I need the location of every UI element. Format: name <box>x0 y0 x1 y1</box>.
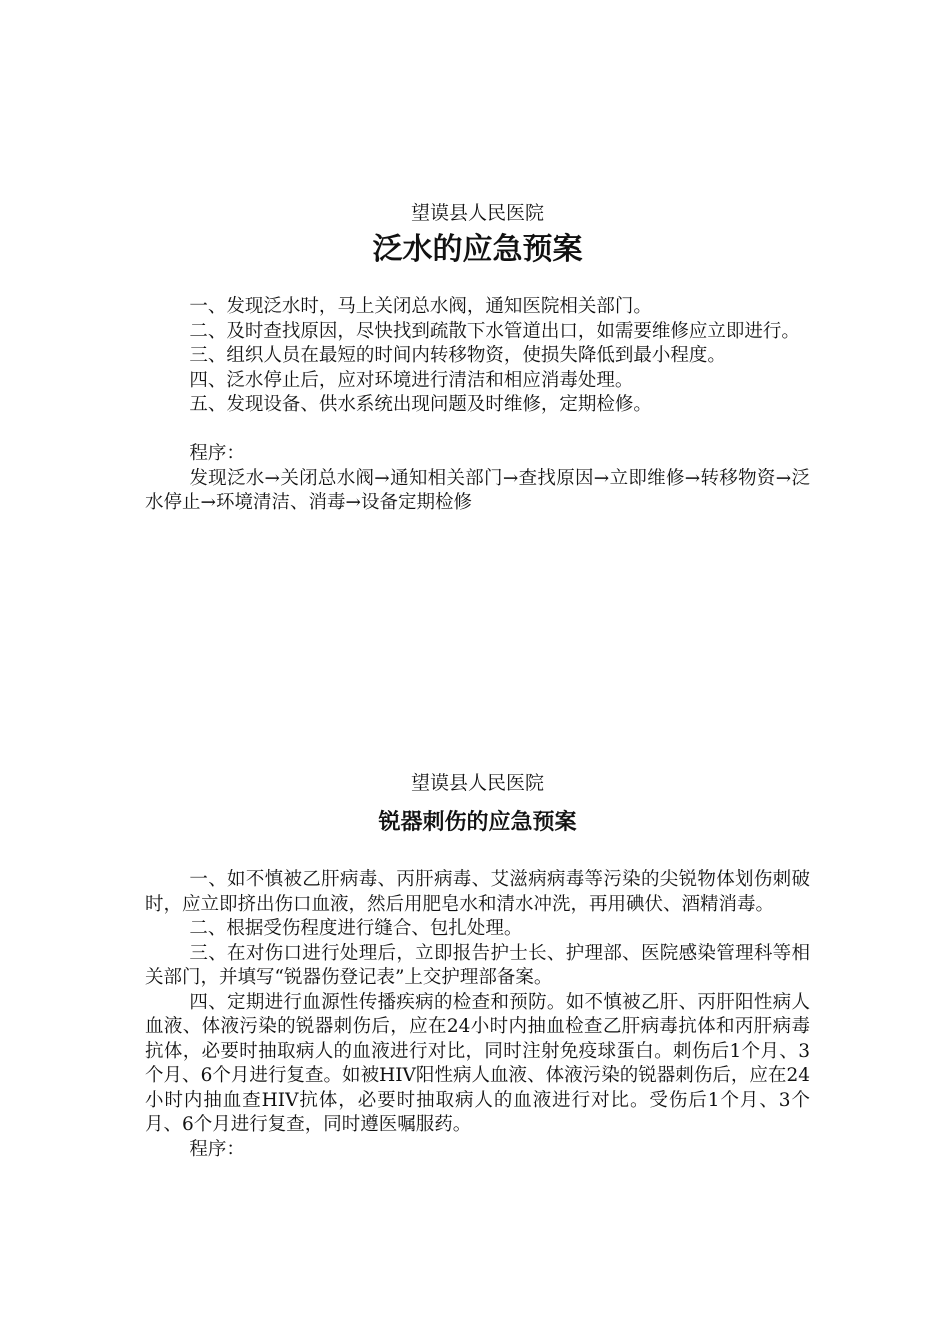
sharps-item-2: 二、根据受伤程度进行缝合、包扎处理。 <box>189 918 523 939</box>
flood-item-3: 三、组织人员在最短的时间内转移物资，使损失降低到最小程度。 <box>189 345 726 366</box>
flood-plan-body <box>145 295 810 516</box>
sharps-item-1: 一、如不慎被乙肝病毒、丙肝病毒、艾滋病病毒等污染的尖锐物体划伤刺破时，应立即挤出伤口血液，然后用肥皂水和清水冲洗，再用碘伏、酒精消毒。 <box>145 869 810 915</box>
flood-item-2: 二、及时查找原因，尽快找到疏散下水管道出口，如需要维修应立即进行。 <box>189 320 800 342</box>
sharps-injury-plan-section <box>145 770 810 1162</box>
flood-item-5: 五、发现设备、供水系统出现问题及时维修，定期检修。 <box>189 394 652 415</box>
hospital-name: 望谟县人民医院 <box>410 772 544 794</box>
sharps-item-3: 三、在对伤口进行处理后，立即报告护士长、护理部、医院感染管理科等相关部门，并填写“锐器伤登记表”上交护理部备案。 <box>145 942 810 988</box>
flood-item-1: 一、发现泛水时，马上关闭总水阀，通知医院相关部门。 <box>189 296 652 317</box>
sharps-procedure-label: 程序： <box>189 1138 245 1160</box>
flood-item-4: 四、泛水停止后，应对环境进行清洁和相应消毒处理。 <box>189 369 634 391</box>
flood-procedure-label: 程序： <box>189 443 245 464</box>
blank-line <box>145 418 810 443</box>
sharps-plan-title: 锐器刺伤的应急预案 <box>378 810 577 835</box>
flood-procedure-steps: 发现泛水→关闭总水阀→通知相关部门→查找原因→立即维修→转移物资→泛水停止→环境清洁、消毒→设备定期检修 <box>145 467 810 513</box>
flood-plan-section <box>145 200 810 516</box>
sharps-item-4: 四、定期进行血源性传播疾病的检查和预防。如不慎被乙肝、丙肝阳性病人血液、体液污染的锐器刺伤后，应在24小时内抽血检查乙肝病毒抗体和丙肝病毒抗体，必要时抽取病人的血液进行对比，同时注射免疫球蛋白。刺伤后1个月、3个月、6个月进行复查。如被HIV阳性病人血液、体液污染的锐器刺伤后，应在24小时内抽血查HIV抗体，必要时抽取病人的血液进行对比。受伤后1个月、3个月、6个月进行复查，同时遵医嘱服药。 <box>145 991 810 1135</box>
hospital-name: 望谟县人民医院 <box>410 202 544 224</box>
flood-plan-title: 泛水的应急预案 <box>372 232 583 267</box>
sharps-plan-body <box>145 868 810 1162</box>
